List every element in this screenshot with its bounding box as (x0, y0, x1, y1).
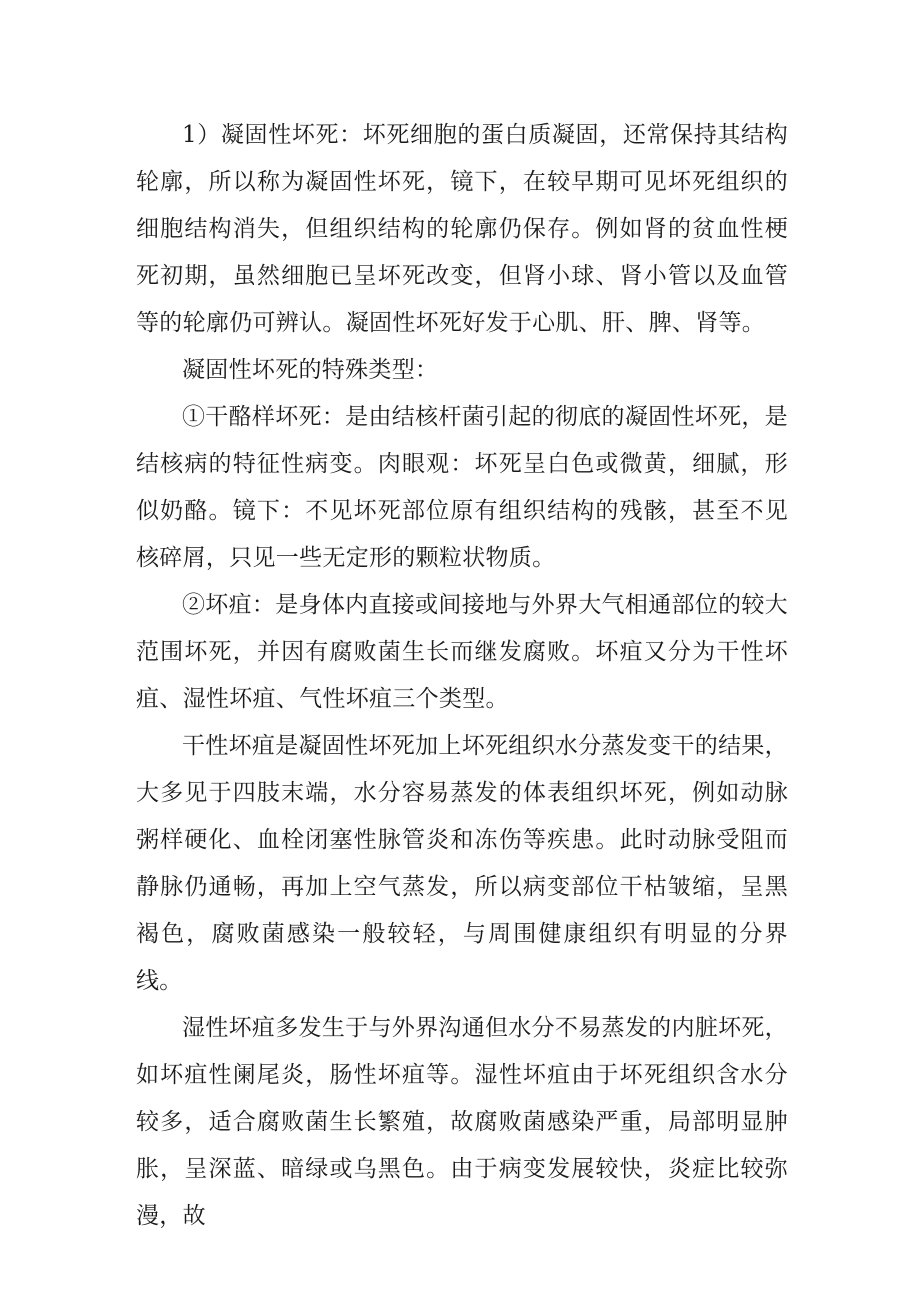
paragraph-wet-gangrene: 湿性坏疽多发生于与外界沟通但水分不易蒸发的内脏坏死，如坏疽性阑尾炎，肠性坏疽等。湿性坏疽由于坏死组织含水分较多，适合腐败菌生长繁殖，故腐败菌感染严重，局部明显肿胀，呈深蓝、暗绿或乌黑色。由于病变发展较快，炎症比较弥漫，故 (136, 1015, 788, 1229)
paragraph-dry-gangrene: 干性坏疽是凝固性坏死加上坏死组织水分蒸发变干的结果，大多见于四肢末端，水分容易蒸发的体表组织坏死，例如动脉粥样硬化、血栓闭塞性脉管炎和冻伤等疾患。此时动脉受阻而静脉仍通畅，再加上空气蒸发，所以病变部位干枯皱缩，呈黑褐色，腐败菌感染一般较轻，与周围健康组织有明显的分界线。 (136, 733, 788, 994)
paragraph-caseous-necrosis: ①干酪样坏死：是由结核杆菌引起的彻底的凝固性坏死，是结核病的特征性病变。肉眼观：坏死呈白色或微黄，细腻，形似奶酪。镜下：不见坏死部位原有组织结构的残骸，甚至不见核碎屑，只见一些无定形的颗粒状物质。 (136, 404, 788, 571)
paragraph-gangrene: ②坏疽：是身体内直接或间接地与外界大气相通部位的较大范围坏死，并因有腐败菌生长而继发腐败。坏疽又分为干性坏疽、湿性坏疽、气性坏疽三个类型。 (136, 592, 788, 712)
document-body (136, 112, 788, 1240)
paragraph-coagulative-necrosis: 1）凝固性坏死：坏死细胞的蛋白质凝固，还常保持其结构轮廓，所以称为凝固性坏死，镜下，在较早期可见坏死组织的细胞结构消失，但组织结构的轮廓仍保存。例如肾的贫血性梗死初期，虽然细胞已呈坏死改变，但肾小球、肾小管以及血管等的轮廓仍可辨认。凝固性坏死好发于心肌、肝、脾、肾等。 (136, 122, 788, 336)
paragraph-special-types-heading: 凝固性坏死的特殊类型： (182, 357, 439, 383)
